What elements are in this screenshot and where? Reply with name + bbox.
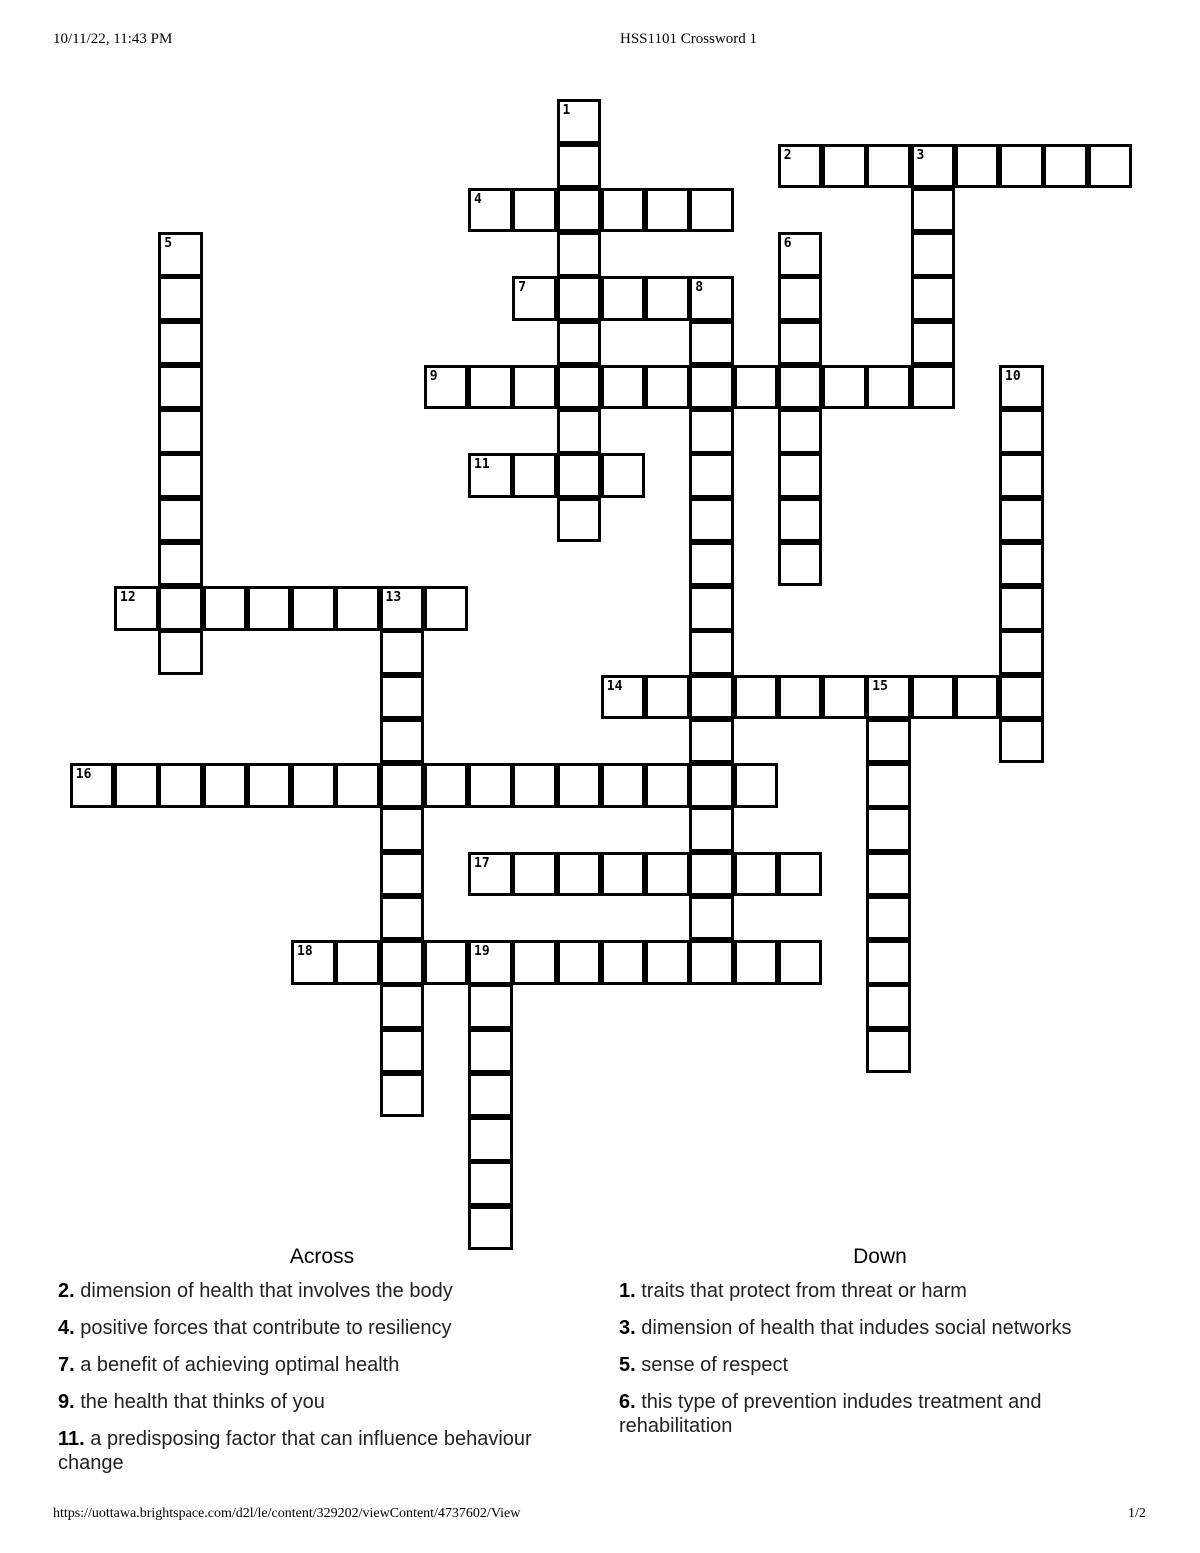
crossword-cell[interactable] [424, 763, 469, 808]
cell-number: 14 [606, 678, 623, 694]
clue-number: 11. [58, 1428, 85, 1450]
crossword-cell[interactable] [911, 675, 956, 720]
crossword-cell[interactable] [158, 453, 203, 498]
page-number: 1/2 [1128, 1506, 1146, 1521]
crossword-cell[interactable] [512, 852, 557, 897]
cell-number: 8 [695, 280, 704, 296]
crossword-cell[interactable] [557, 409, 602, 454]
crossword-cell[interactable] [557, 99, 602, 144]
crossword-cell[interactable] [778, 940, 823, 985]
crossword-cell[interactable] [380, 1073, 425, 1118]
crossword-cell[interactable] [645, 852, 690, 897]
crossword-cell[interactable] [380, 630, 425, 675]
crossword-cell[interactable] [158, 276, 203, 321]
clue-number: 7. [58, 1354, 75, 1376]
crossword-cell[interactable] [866, 807, 911, 852]
crossword-cell[interactable] [468, 188, 513, 233]
clue-number: 2. [58, 1280, 75, 1302]
crossword-cell[interactable] [158, 586, 203, 631]
crossword-cell[interactable] [424, 940, 469, 985]
clue-text: sense of respect [641, 1354, 788, 1376]
down-clue [619, 1353, 1159, 1377]
crossword-cell[interactable] [601, 852, 646, 897]
crossword-cell[interactable] [158, 321, 203, 366]
crossword-cell[interactable] [999, 365, 1044, 410]
crossword-cell[interactable] [734, 763, 779, 808]
crossword-cell[interactable] [689, 719, 734, 764]
clue-text: the health that thinks of you [80, 1391, 325, 1413]
clue-number: 5. [619, 1354, 636, 1376]
crossword-cell[interactable] [158, 232, 203, 277]
crossword-cell[interactable] [557, 321, 602, 366]
crossword-cell[interactable] [689, 276, 734, 321]
crossword-cell[interactable] [424, 586, 469, 631]
crossword-cell[interactable] [778, 852, 823, 897]
crossword-cell[interactable] [557, 852, 602, 897]
crossword-cell[interactable] [866, 940, 911, 985]
down-clue [619, 1279, 1159, 1303]
crossword-cell[interactable] [999, 144, 1044, 189]
crossword-cell[interactable] [601, 675, 646, 720]
crossword-cell[interactable] [335, 586, 380, 631]
clue-number: 4. [58, 1317, 75, 1339]
cell-number: 15 [872, 678, 888, 694]
crossword-cell[interactable] [247, 586, 292, 631]
crossword-cell[interactable] [247, 763, 292, 808]
crossword-cell[interactable] [689, 365, 734, 410]
crossword-cell[interactable] [911, 188, 956, 233]
crossword-cell[interactable] [335, 763, 380, 808]
crossword-cell[interactable] [1088, 144, 1133, 189]
clue-text: positive forces that contribute to resiliency [80, 1317, 452, 1339]
crossword-cell[interactable] [601, 453, 646, 498]
crossword-cell[interactable] [158, 365, 203, 410]
crossword-cell[interactable] [380, 984, 425, 1029]
crossword-cell[interactable] [557, 144, 602, 189]
crossword-cell[interactable] [778, 365, 823, 410]
across-heading: Across [289, 1245, 355, 1268]
cell-number: 9 [429, 368, 438, 384]
crossword-cell[interactable] [468, 1161, 513, 1206]
crossword-cell[interactable] [999, 498, 1044, 543]
crossword-cell[interactable] [557, 276, 602, 321]
down-clue [619, 1316, 1159, 1340]
cell-number: 1 [562, 103, 571, 119]
cell-number: 18 [297, 944, 313, 959]
crossword-cell[interactable] [468, 365, 513, 410]
clue-number: 9. [58, 1391, 75, 1413]
crossword-cell[interactable] [512, 453, 557, 498]
cell-number: 16 [75, 767, 92, 782]
crossword-cell[interactable] [778, 675, 823, 720]
crossword-cell[interactable] [866, 365, 911, 410]
crossword-cell[interactable] [468, 1073, 513, 1118]
crossword-cell[interactable] [158, 498, 203, 543]
crossword-cell[interactable] [158, 763, 203, 808]
crossword-cell[interactable] [557, 232, 602, 277]
crossword-cell[interactable] [778, 409, 823, 454]
crossword-cell[interactable] [734, 365, 779, 410]
crossword-cell[interactable] [601, 763, 646, 808]
clue-text: dimension of health that involves the body [80, 1280, 453, 1302]
down-clue [619, 1390, 1159, 1438]
crossword-cell[interactable] [512, 365, 557, 410]
cell-number: 19 [474, 944, 490, 959]
crossword-cell[interactable] [645, 763, 690, 808]
crossword-cell[interactable] [380, 1029, 425, 1074]
crossword-cell[interactable] [911, 276, 956, 321]
page-url: https://uottawa.brightspace.com/d2l/le/content/329202/viewContent/4737602/View [53, 1506, 521, 1521]
crossword-cell[interactable] [468, 984, 513, 1029]
crossword-cell[interactable] [822, 365, 867, 410]
clue-number: 3. [619, 1317, 636, 1339]
crossword-cell[interactable] [999, 542, 1044, 587]
crossword-cell[interactable] [999, 719, 1044, 764]
crossword-cell[interactable] [866, 719, 911, 764]
crossword-cell[interactable] [822, 675, 867, 720]
crossword-cell[interactable] [689, 498, 734, 543]
cell-number: 17 [474, 855, 490, 871]
crossword-cell[interactable] [380, 675, 425, 720]
clue-text: this type of prevention indudes treatment and rehabilitation [619, 1391, 1042, 1437]
crossword-cell[interactable] [158, 630, 203, 675]
crossword-cell[interactable] [866, 896, 911, 941]
crossword-cell[interactable] [468, 1206, 513, 1251]
crossword-cell[interactable] [380, 719, 425, 764]
crossword-cell[interactable] [689, 763, 734, 808]
crossword-cell[interactable] [291, 586, 336, 631]
crossword-cell[interactable] [911, 321, 956, 366]
crossword-cell[interactable] [689, 188, 734, 233]
clue-text: dimension of health that indudes social networks [641, 1317, 1072, 1339]
crossword-cell[interactable] [911, 144, 956, 189]
clue-text: a benefit of achieving optimal health [80, 1354, 400, 1376]
cell-number: 6 [783, 236, 792, 251]
crossword-cell[interactable] [70, 763, 115, 808]
crossword-cell[interactable] [158, 409, 203, 454]
crossword-cell[interactable] [203, 763, 248, 808]
cell-number: 10 [1005, 368, 1021, 384]
clue-text: traits that protect from threat or harm [641, 1280, 967, 1302]
crossword-cell[interactable] [689, 852, 734, 897]
crossword-cell[interactable] [734, 852, 779, 897]
crossword-cell[interactable] [468, 453, 513, 498]
crossword-cell[interactable] [866, 675, 911, 720]
crossword-cell[interactable] [955, 144, 1000, 189]
cell-number: 2 [783, 147, 792, 163]
down-heading: Down [853, 1245, 907, 1268]
crossword-cell[interactable] [557, 453, 602, 498]
crossword-cell[interactable] [291, 940, 336, 985]
crossword-cell[interactable] [955, 675, 1000, 720]
crossword-cell[interactable] [468, 1117, 513, 1162]
cell-number: 5 [164, 236, 173, 251]
crossword-cell[interactable] [689, 940, 734, 985]
crossword-cell[interactable] [866, 763, 911, 808]
crossword-cell[interactable] [778, 453, 823, 498]
crossword-cell[interactable] [601, 940, 646, 985]
crossword-cell[interactable] [380, 896, 425, 941]
crossword-cell[interactable] [689, 896, 734, 941]
crossword-cell[interactable] [822, 144, 867, 189]
cell-number: 4 [474, 191, 482, 207]
across-clue [58, 1427, 578, 1475]
crossword-cell[interactable] [778, 321, 823, 366]
across-clue [58, 1279, 578, 1303]
crossword-cell[interactable] [512, 188, 557, 233]
crossword-cell[interactable] [380, 807, 425, 852]
crossword-cell[interactable] [999, 675, 1044, 720]
crossword-cell[interactable] [557, 498, 602, 543]
crossword-cell[interactable] [645, 365, 690, 410]
across-clue [58, 1390, 578, 1414]
crossword-cell[interactable] [512, 276, 557, 321]
crossword-cell[interactable] [601, 188, 646, 233]
crossword-cell[interactable] [734, 675, 779, 720]
crossword-cell[interactable] [114, 586, 159, 631]
print-date-time: 10/11/22, 11:43 PM [53, 31, 173, 47]
crossword-cell[interactable] [778, 542, 823, 587]
crossword-cell[interactable] [689, 542, 734, 587]
crossword-cell[interactable] [778, 498, 823, 543]
crossword-cell[interactable] [645, 940, 690, 985]
crossword-cell[interactable] [512, 763, 557, 808]
crossword-cell[interactable] [866, 852, 911, 897]
crossword-cell[interactable] [512, 940, 557, 985]
crossword-cell[interactable] [158, 542, 203, 587]
cell-number: 3 [916, 147, 925, 163]
crossword-cell[interactable] [601, 365, 646, 410]
clue-text: a predisposing factor that can influence behaviour change [58, 1428, 532, 1474]
crossword-cell[interactable] [999, 453, 1044, 498]
crossword-cell[interactable] [335, 940, 380, 985]
crossword-cell[interactable] [645, 188, 690, 233]
across-clue [58, 1353, 578, 1377]
down-clues [619, 1245, 1159, 1451]
crossword-cell[interactable] [999, 586, 1044, 631]
crossword-cell[interactable] [689, 409, 734, 454]
crossword-cell[interactable] [468, 763, 513, 808]
crossword-cell[interactable] [557, 940, 602, 985]
crossword-cell[interactable] [203, 586, 248, 631]
crossword-cell[interactable] [1043, 144, 1088, 189]
crossword-cell[interactable] [689, 630, 734, 675]
crossword-cell[interactable] [689, 321, 734, 366]
crossword-cell[interactable] [557, 365, 602, 410]
crossword-cell[interactable] [689, 586, 734, 631]
clue-number: 6. [619, 1391, 636, 1413]
crossword-cell[interactable] [999, 409, 1044, 454]
cell-number: 13 [385, 590, 402, 605]
crossword-cell[interactable] [601, 276, 646, 321]
document-title: HSS1101 Crossword 1 [620, 31, 757, 47]
cell-number: 11 [474, 457, 490, 473]
crossword-cell[interactable] [866, 144, 911, 189]
crossword-cell[interactable] [645, 276, 690, 321]
crossword-cell[interactable] [866, 1029, 911, 1074]
crossword-cell[interactable] [424, 365, 469, 410]
crossword-cell[interactable] [380, 586, 425, 631]
crossword-cell[interactable] [291, 763, 336, 808]
crossword-cell[interactable] [468, 940, 513, 985]
clue-number: 1. [619, 1280, 636, 1302]
crossword-cell[interactable] [468, 852, 513, 897]
crossword-cell[interactable] [380, 852, 425, 897]
crossword-cell[interactable] [911, 365, 956, 410]
crossword-cell[interactable] [114, 763, 159, 808]
crossword-cell[interactable] [778, 276, 823, 321]
crossword-cell[interactable] [778, 232, 823, 277]
crossword-cell[interactable] [866, 984, 911, 1029]
crossword-cell[interactable] [999, 630, 1044, 675]
crossword-cell[interactable] [380, 940, 425, 985]
crossword-cell[interactable] [557, 188, 602, 233]
crossword-cell[interactable] [380, 763, 425, 808]
crossword-cell[interactable] [778, 144, 823, 189]
crossword-cell[interactable] [911, 232, 956, 277]
crossword-cell[interactable] [689, 807, 734, 852]
crossword-cell[interactable] [557, 763, 602, 808]
crossword-cell[interactable] [689, 453, 734, 498]
cell-number: 12 [120, 590, 136, 605]
across-clues [58, 1245, 578, 1488]
cell-number: 7 [518, 280, 527, 296]
across-clue [58, 1316, 578, 1340]
crossword-cell[interactable] [468, 1029, 513, 1074]
crossword-cell[interactable] [689, 675, 734, 720]
crossword-cell[interactable] [734, 940, 779, 985]
crossword-cell[interactable] [645, 675, 690, 720]
